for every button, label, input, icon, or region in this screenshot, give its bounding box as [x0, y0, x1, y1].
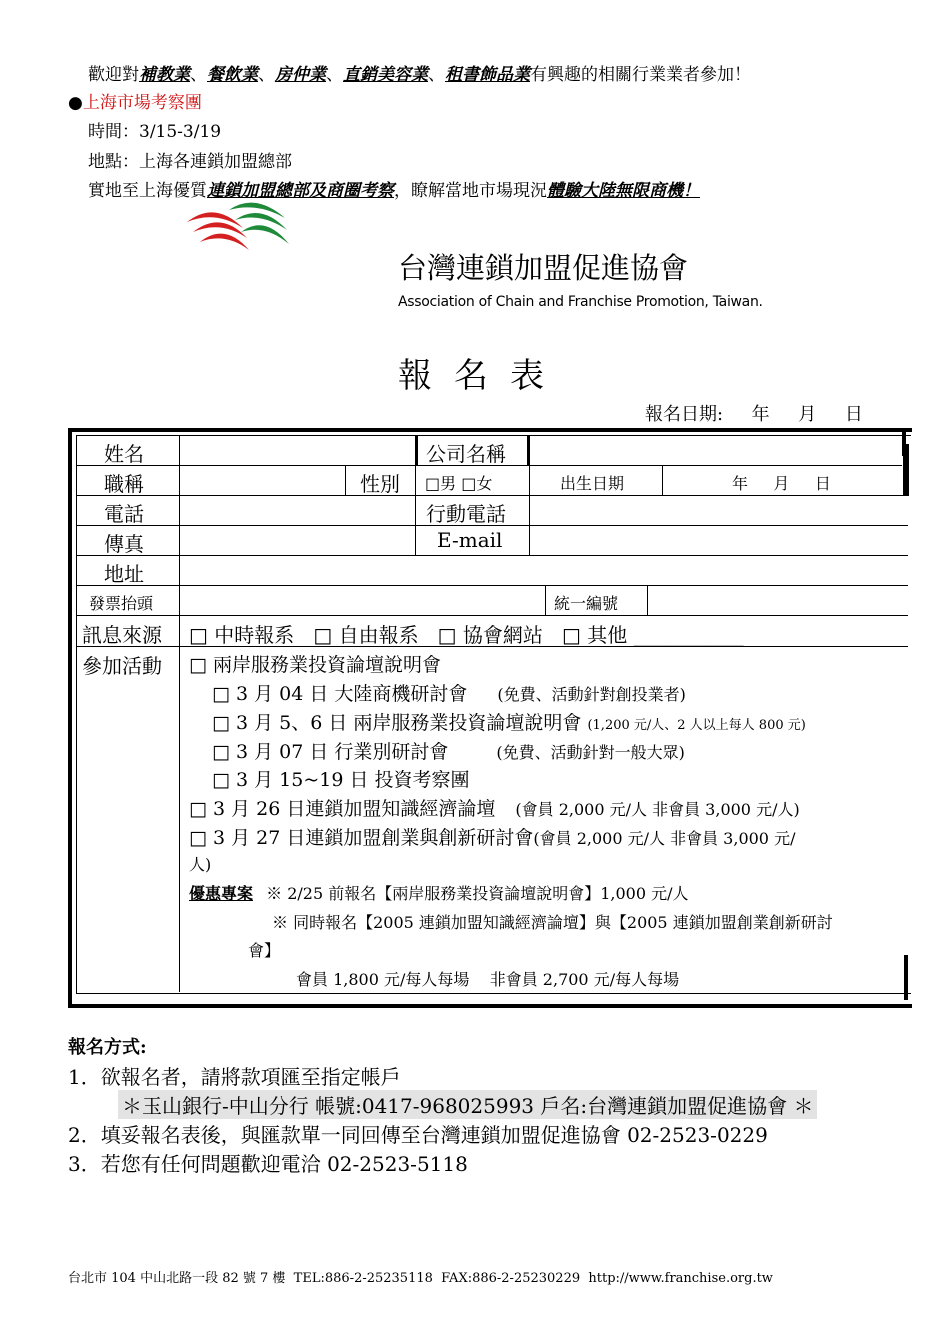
- intro-prefix: 歡迎對: [88, 65, 139, 85]
- label-fax: 傳真: [104, 532, 144, 556]
- label-address: 地址: [104, 562, 144, 586]
- address-field[interactable]: [180, 557, 900, 585]
- label-birthdate: 出生日期: [560, 474, 625, 493]
- activity-0327-note: (會員 2,000 元/人 非會員 3,000 元/: [533, 829, 796, 848]
- industry-tutoring: 補教業: [139, 65, 190, 85]
- col-divider: [662, 466, 663, 496]
- job-title-field[interactable]: [180, 467, 344, 495]
- activity-0304[interactable]: [212, 679, 686, 706]
- tour-heading: [68, 88, 202, 113]
- col-divider: [647, 586, 648, 616]
- label-tax-id: 統一編號: [554, 594, 619, 613]
- industry-bookrental: 租書飾品業: [445, 65, 530, 85]
- promo-label: 優惠專案: [189, 884, 254, 903]
- label-job-title: 職稱: [104, 472, 144, 496]
- birthdate-field[interactable]: 年 月 日: [732, 474, 831, 493]
- gender-options[interactable]: □男 □女: [425, 474, 493, 493]
- row-divider: [77, 495, 908, 496]
- label-name: 姓名: [104, 442, 144, 466]
- col-divider: [345, 466, 346, 496]
- activity-0326-note: (會員 2,000 元/人 非會員 3,000 元/人): [515, 800, 800, 819]
- col-divider: [529, 466, 530, 556]
- promo-2-cont: 會】: [248, 941, 281, 960]
- registration-date: 報名日期: 年 月 日: [645, 404, 863, 425]
- label-company: 公司名稱: [426, 442, 506, 466]
- phone-field[interactable]: [180, 497, 414, 525]
- method-item-3: 3．若您有任何問題歡迎電洽 02-2523-5118: [68, 1152, 468, 1176]
- form-title: 報名表: [398, 356, 566, 396]
- row-divider: [77, 615, 908, 616]
- col-divider: [545, 586, 546, 616]
- promo-1: ※ 2/25 前報名【兩岸服務業投資論壇說明會】1,000 元/人: [266, 884, 689, 903]
- industry-beauty: 直銷美容業: [343, 65, 428, 85]
- row-divider: [77, 585, 908, 586]
- desc-prefix: 實地至上海優質: [88, 181, 207, 201]
- desc-highlight-1: 連鎖加盟總部及商圈考察: [207, 181, 394, 201]
- promo-line-1: [189, 881, 689, 904]
- invoice-field[interactable]: [180, 587, 544, 615]
- footer-contact: 台北市 104 中山北路一段 82 號 7 樓 TEL:886-2-25235118 FAX:886-2-25230229 http://www.franchise.org.tw: [68, 1271, 773, 1286]
- tour-desc: [88, 176, 700, 201]
- org-name-zh: 台灣連鎖加盟促進協會: [398, 251, 689, 285]
- promo-2: ※ 同時報名【2005 連鎖加盟知識經濟論壇】與【2005 連鎖加盟創業創新研討: [272, 913, 833, 932]
- label-email: E-mail: [437, 528, 503, 552]
- desc-mid: ，瞭解當地市場現況: [394, 181, 547, 201]
- activity-0307[interactable]: [212, 737, 685, 764]
- label-mobile: 行動電話: [426, 502, 506, 526]
- separator: 、: [190, 65, 207, 85]
- desc-highlight-2: 體驗大陸無限商機！: [547, 181, 700, 201]
- company-field[interactable]: [531, 437, 901, 465]
- intro-suffix: 有興趣的相關行業業者參加！: [530, 65, 751, 85]
- label-gender: 性別: [360, 472, 400, 496]
- separator: 、: [326, 65, 343, 85]
- label-activity: 參加活動: [82, 654, 162, 678]
- industry-realestate: 房仲業: [275, 65, 326, 85]
- activity-forum-main[interactable]: □ 兩岸服務業投資論壇說明會: [189, 654, 441, 676]
- separator: 、: [428, 65, 445, 85]
- col-divider: [415, 436, 418, 466]
- activity-0326-label: □ 3 月 26 日連鎖加盟知識經濟論壇: [189, 798, 496, 820]
- fax-field[interactable]: [180, 527, 414, 555]
- tour-time: 時間：3/15-3/19: [88, 122, 222, 142]
- name-field[interactable]: [180, 437, 414, 465]
- activity-0315-19[interactable]: □ 3 月 15~19 日 投資考察團: [212, 769, 470, 791]
- activity-0327[interactable]: [189, 823, 795, 850]
- tour-title: 上海市場考察團: [82, 93, 202, 113]
- mobile-field[interactable]: [531, 497, 901, 525]
- org-name-en: Association of Chain and Franchise Promotion, Taiwan.: [398, 294, 763, 310]
- label-source: 訊息來源: [82, 623, 162, 647]
- activity-0327-label: □ 3 月 27 日連鎖加盟創業與創新研討會: [189, 827, 534, 849]
- activity-0307-label: □ 3 月 07 日 行業別研討會: [212, 741, 449, 763]
- label-invoice: 發票抬頭: [89, 594, 154, 613]
- intro-line: [88, 60, 751, 85]
- activity-0327-note-cont: 人): [189, 855, 212, 874]
- activity-0304-note: (免費、活動針對創投業者): [497, 685, 686, 704]
- col-divider: [415, 466, 416, 556]
- method-title: 報名方式:: [68, 1037, 147, 1058]
- bank-account: ＊玉山銀行-中山分行 帳號:0417-968025993 戶名:台灣連鎖加盟促進協會 ＊: [118, 1090, 817, 1119]
- industry-food: 餐飲業: [207, 65, 258, 85]
- tour-place: 地點：上海各連鎖加盟總部: [88, 152, 292, 172]
- tax-id-field[interactable]: [649, 587, 901, 615]
- activity-0305-06[interactable]: [212, 708, 806, 735]
- association-logo-icon: [185, 192, 290, 262]
- row-divider: [77, 555, 908, 556]
- col-divider: [527, 436, 530, 466]
- activity-0326[interactable]: [189, 794, 800, 821]
- email-field[interactable]: [531, 527, 901, 555]
- activity-0305-note: (1,200 元/人、2 人以上每人 800 元): [587, 718, 806, 733]
- promo-3: 會員 1,800 元/每人每場 非會員 2,700 元/每人每場: [296, 970, 680, 989]
- separator: 、: [258, 65, 275, 85]
- activity-0305-label: □ 3 月 5、6 日 兩岸服務業投資論壇說明會: [212, 712, 582, 734]
- method-item-1: 1．欲報名者，請將款項匯至指定帳戶: [68, 1065, 401, 1089]
- frame-right-segment: [903, 444, 909, 496]
- method-item-2: 2．填妥報名表後，與匯款單一同回傳至台灣連鎖加盟促進協會 02-2523-0229: [68, 1123, 768, 1147]
- activity-0307-note: (免費、活動針對一般大眾): [496, 743, 685, 762]
- activity-0304-label: □ 3 月 04 日 大陸商機研討會: [212, 683, 468, 705]
- source-options[interactable]: □ 中時報系 □ 自由報系 □ 協會網站 □ 其他 ___________: [189, 623, 744, 647]
- frame-right-segment: [904, 955, 908, 1000]
- bullet-icon: ●: [68, 93, 83, 113]
- label-phone: 電話: [104, 502, 144, 526]
